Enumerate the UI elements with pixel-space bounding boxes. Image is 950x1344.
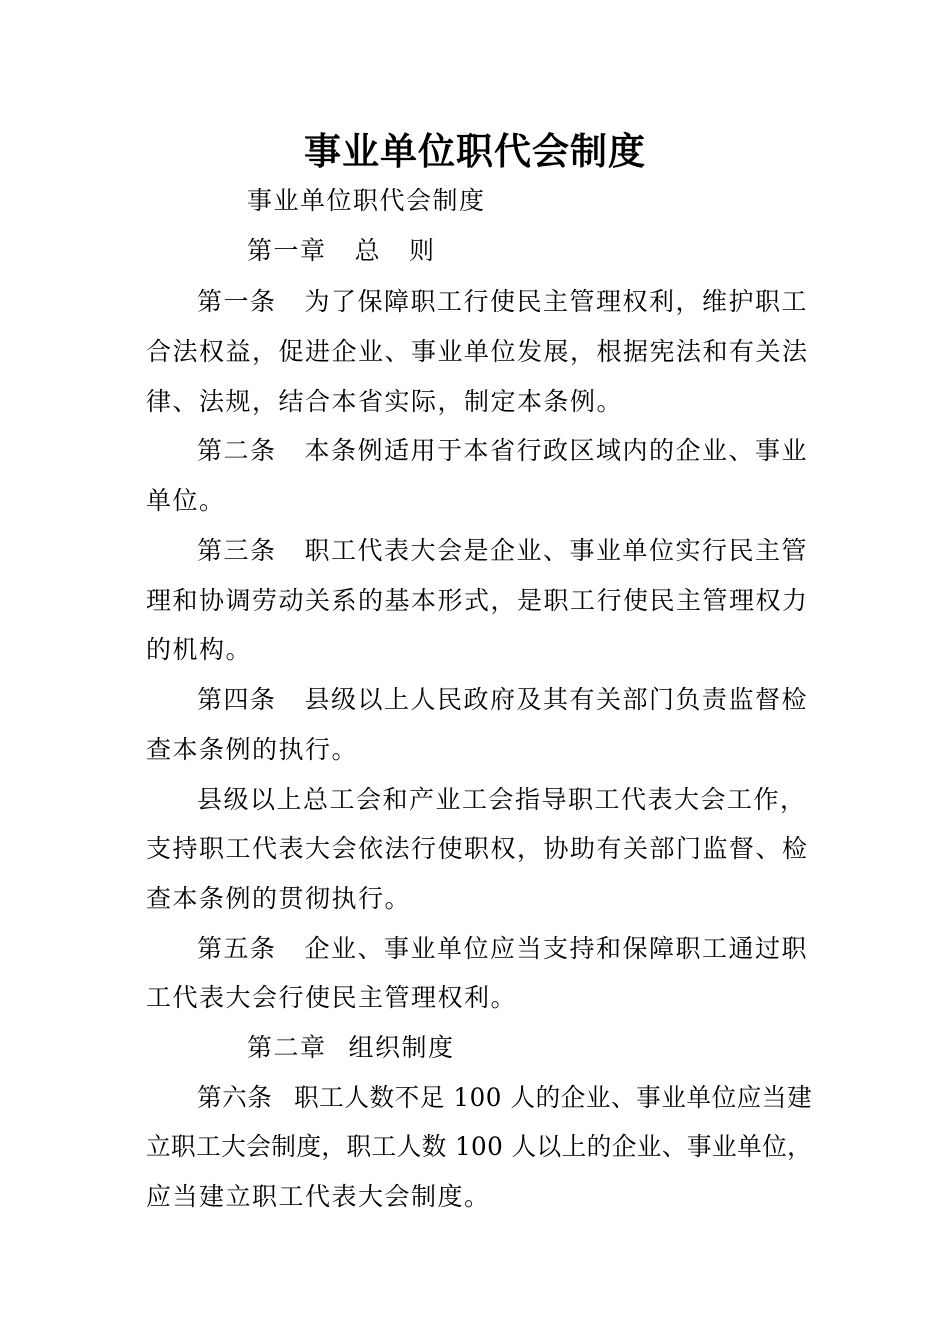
chapter-2-name: 组织制度: [348, 1033, 455, 1062]
article-2-line-2: 单位。: [146, 486, 226, 515]
article-6-line-1: [197, 1080, 812, 1116]
chapter-1-heading: [247, 233, 436, 269]
document-subtitle: 事业单位职代会制度: [247, 186, 486, 215]
chapter-2-heading: [247, 1030, 455, 1066]
article-5-line-2: 工代表大会行使民主管理权利。: [146, 983, 518, 1012]
article-4-text-1: 县级以上人民政府及其有关部门负责监督检: [304, 685, 809, 714]
article-1-line-2: 合法权益，促进企业、事业单位发展，根据宪法和有关法: [146, 337, 809, 366]
article-4-line-1: [197, 682, 808, 718]
article-3-text-1: 职工代表大会是企业、事业单位实行民主管: [304, 536, 809, 565]
article-4-line-2: 查本条例的执行。: [146, 735, 359, 764]
article-4-para-2-line-3: 查本条例的贯彻执行。: [146, 884, 412, 913]
article-6-text-1: 职工人数不足 100 人的企业、事业单位应当建: [294, 1083, 813, 1112]
article-6-line-3: 应当建立职工代表大会制度。: [146, 1182, 491, 1211]
article-5-text-1: 企业、事业单位应当支持和保障职工通过职: [304, 934, 809, 963]
chapter-1-name-b: 则: [409, 236, 436, 265]
chapter-2-prefix: 第二章: [247, 1033, 327, 1062]
article-1-line-1: [197, 284, 808, 320]
chapter-1-prefix: 第一章: [247, 236, 327, 265]
article-2-label: 第二条: [197, 436, 277, 465]
article-3-line-2: 理和协调劳动关系的基本形式，是职工行使民主管理权力: [146, 586, 809, 615]
article-3-line-3: 的机构。: [146, 635, 253, 664]
article-1-label: 第一条: [197, 287, 277, 316]
article-5-label: 第五条: [197, 934, 277, 963]
article-6-line-2: 立职工大会制度，职工人数 100 人以上的企业、事业单位，: [146, 1132, 813, 1161]
document-title: 事业单位职代会制度: [304, 129, 646, 173]
article-2-text-1: 本条例适用于本省行政区域内的企业、事业: [304, 436, 809, 465]
article-3-label: 第三条: [197, 536, 277, 565]
article-1-line-3: 律、法规，结合本省实际，制定本条例。: [146, 387, 624, 416]
chapter-1-name-a: 总: [354, 236, 382, 265]
article-4-label: 第四条: [197, 685, 277, 714]
article-3-line-1: [197, 533, 808, 569]
article-5-line-1: [197, 931, 808, 967]
article-2-line-1: [197, 433, 808, 469]
article-4-para-2-line-2: 支持职工代表大会依法行使职权，协助有关部门监督、检: [146, 834, 809, 863]
article-6-label: 第六条: [197, 1083, 273, 1112]
article-1-text-1: 为了保障职工行使民主管理权利，维护职工: [304, 287, 809, 316]
article-4-para-2-line-1: 县级以上总工会和产业工会指导职工代表大会工作，: [197, 785, 807, 814]
